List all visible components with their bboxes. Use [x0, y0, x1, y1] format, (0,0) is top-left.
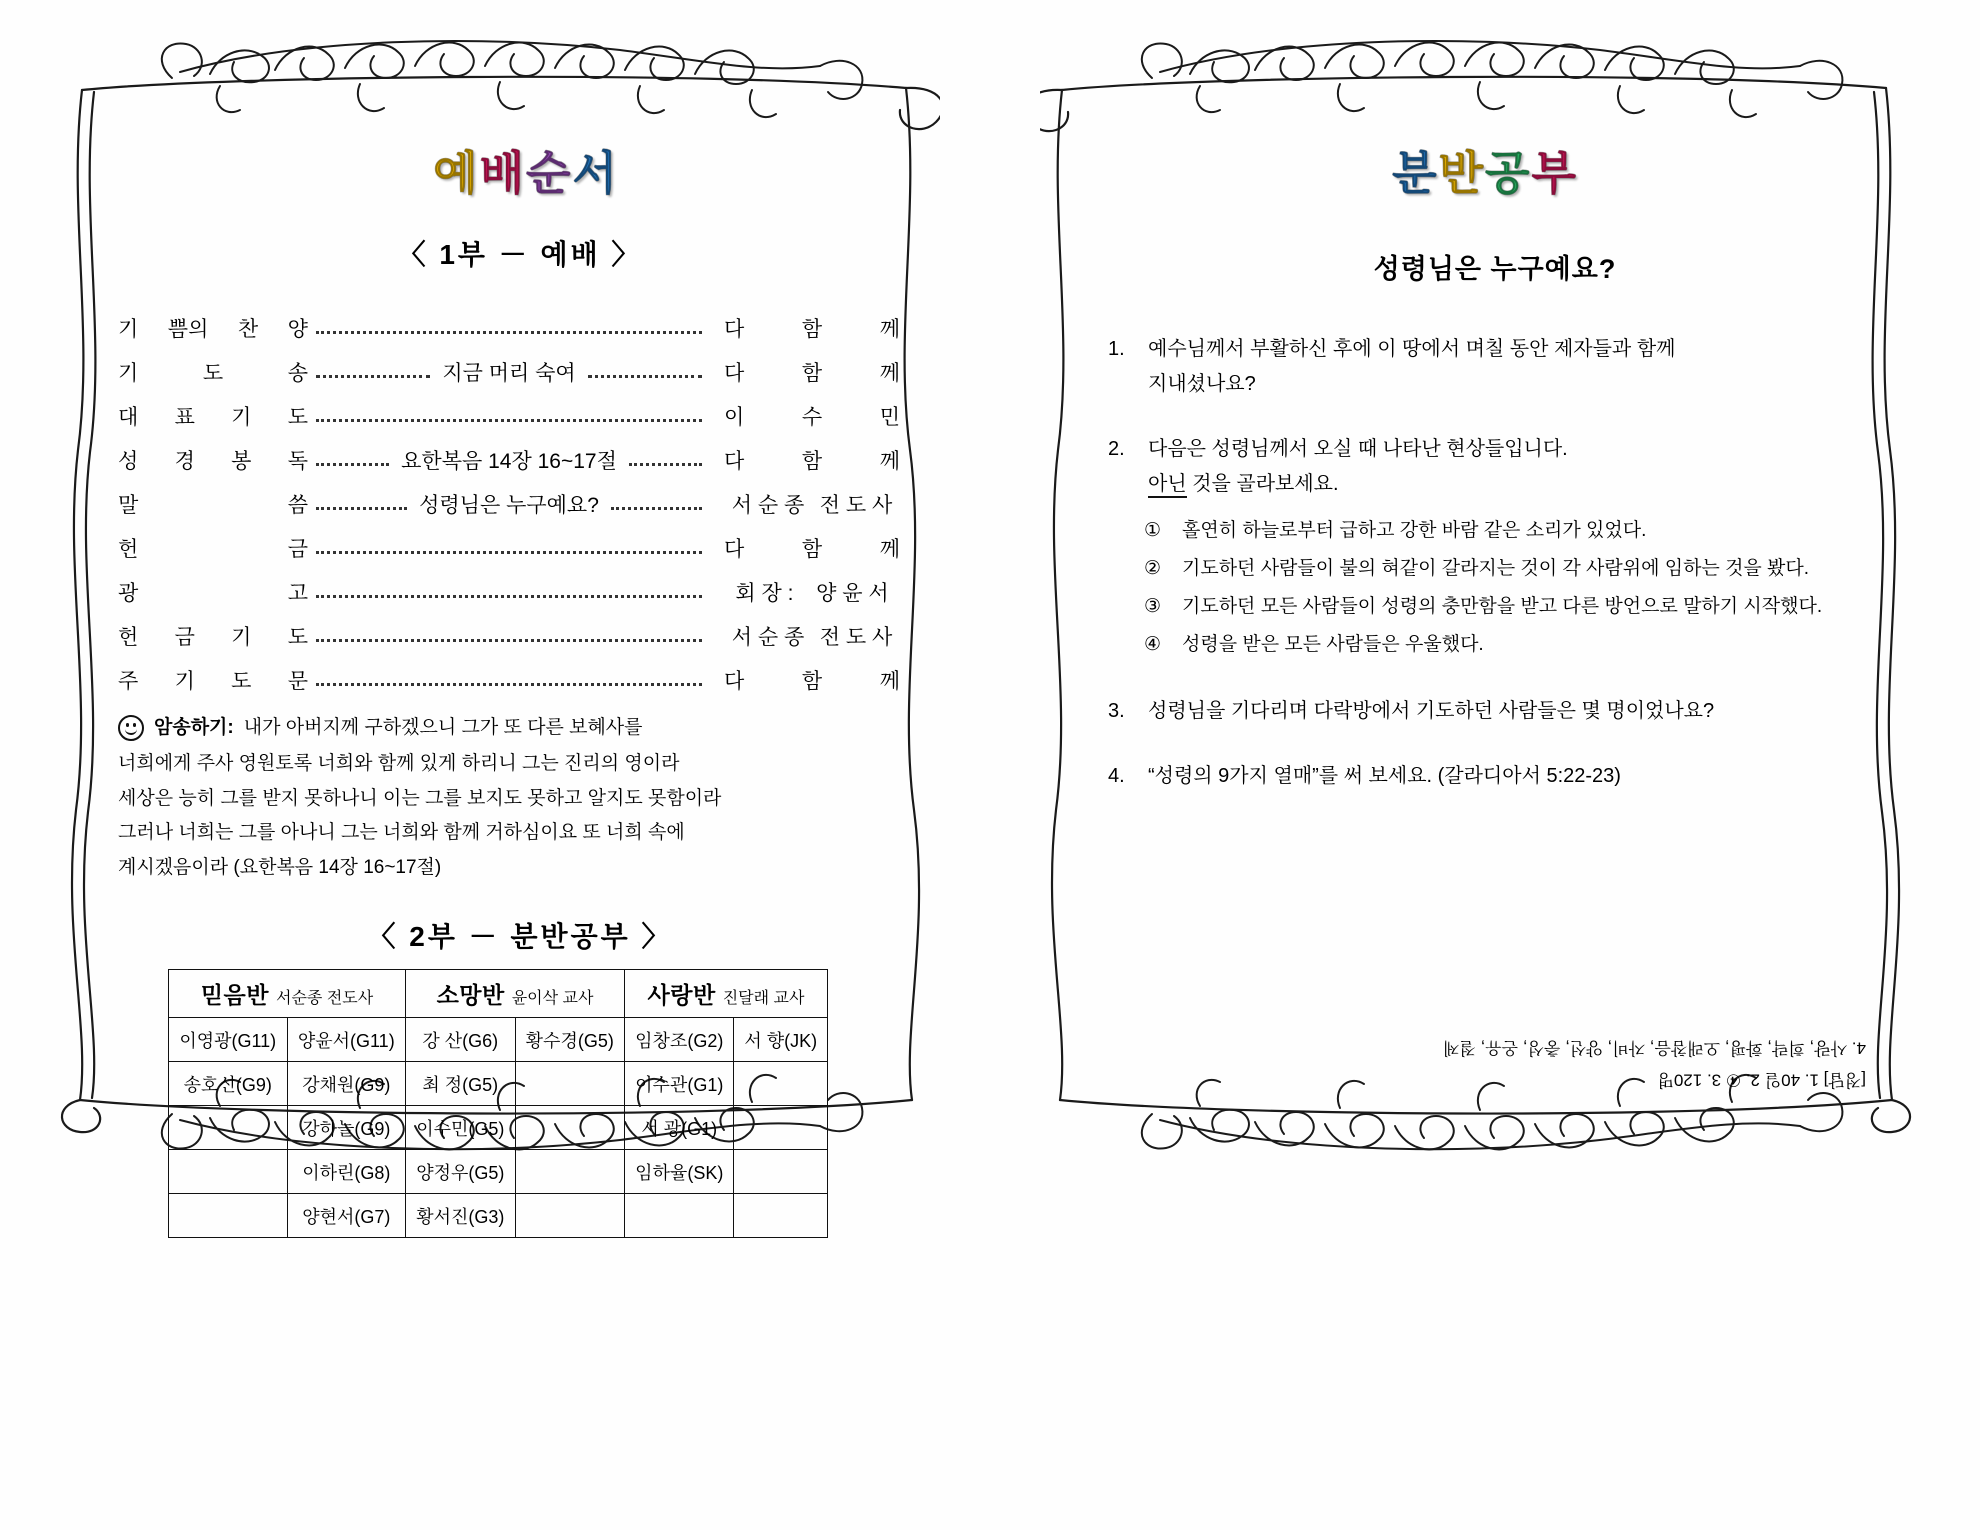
student-name-cell: [169, 1150, 288, 1194]
section-heading-worship: 〈 1부 － 예배 〉: [397, 238, 643, 270]
student-name-cell: 강 산(G6): [406, 1018, 515, 1062]
order-item-title: 헌 금: [118, 537, 308, 561]
order-item-title: 성 경 봉 독: [118, 449, 308, 473]
order-of-service-row: [118, 475, 900, 519]
student-name-cell: [169, 1194, 288, 1238]
choice-text: 성령을 받은 모든 사람들은 우울했다.: [1182, 633, 1484, 655]
choice-text: 기도하던 사람들이 불의 혀같이 갈라지는 것이 각 사람위에 임하는 것을 봤다.: [1182, 557, 1810, 579]
table-row: [169, 1018, 828, 1062]
choice-item[interactable]: [1144, 588, 1880, 626]
memory-verse-label: 암송하기:: [154, 716, 234, 738]
question-text: 성령님을 기다리며 다락방에서 기도하던 사람들은 몇 명이었나요?: [1148, 699, 1715, 722]
student-name-cell: 서 향(JK): [734, 1018, 828, 1062]
title-char: 서: [572, 147, 619, 199]
choice-number: ④: [1144, 633, 1162, 655]
question-text-continued: [1148, 467, 1880, 502]
choice-number: ①: [1144, 519, 1162, 541]
question-text: “성령의 9가지 열매”를 써 보세요. (갈라디아서 5:22-23): [1148, 764, 1621, 787]
dot-leader: [316, 375, 430, 378]
choice-text: 홀연히 하늘로부터 급하고 강한 바람 같은 소리가 있었다.: [1182, 519, 1647, 541]
order-item-title: 주 기 도 문: [118, 669, 308, 693]
question-item: [1108, 694, 1880, 729]
question-number: 2.: [1108, 437, 1125, 460]
memory-verse-block: [118, 711, 900, 886]
order-item-person: 서 순 종 전 도 사: [731, 625, 893, 649]
title-char: 순: [526, 147, 573, 199]
class-roster-table: [168, 969, 828, 1238]
question-text-continued: 지내셨나요?: [1148, 372, 1256, 395]
student-name-cell: 양윤서(G11): [287, 1018, 406, 1062]
student-name-cell: 서 광(G1): [625, 1106, 734, 1150]
order-item-title: 광 고: [118, 581, 308, 605]
memory-verse-line-4: 그러나 너희는 그를 아나니 그는 너희와 함께 거하심이요 또 너희 속에: [118, 822, 685, 844]
order-item-title: 기 도 송: [118, 361, 308, 385]
order-item-title: 헌 금 기 도: [118, 625, 308, 649]
class-header-cell: [406, 970, 625, 1018]
order-item-title: 기 쁨의 찬 양: [118, 317, 308, 341]
order-item-person: 이 수 민: [724, 405, 900, 429]
smiley-face-icon: [118, 715, 144, 741]
order-of-service-row: [118, 299, 900, 343]
order-item-person: 다 함 께: [724, 361, 900, 385]
dot-leader: [588, 375, 702, 378]
class-header-cell: [625, 970, 828, 1018]
dot-leader: [316, 419, 702, 422]
order-item-person: 다 함 께: [724, 317, 900, 341]
question-item: [1108, 432, 1880, 664]
question-text: 다음은 성령님께서 오실 때 나타난 현상들입니다.: [1148, 437, 1568, 460]
student-name-cell: [625, 1194, 734, 1238]
right-scroll-panel: [1040, 30, 1920, 1160]
dot-leader: [316, 507, 407, 510]
order-of-service-row: [118, 519, 900, 563]
student-name-cell: 이수관(G1): [625, 1062, 734, 1106]
class-name: 믿음반: [200, 982, 269, 1009]
title-char: 반: [1438, 147, 1485, 199]
order-item-person: 회 장 : 양 윤 서: [735, 581, 889, 605]
student-name-cell: [515, 1150, 624, 1194]
question-number: 4.: [1108, 764, 1125, 787]
class-teacher: 윤이삭 교사: [511, 990, 594, 1008]
order-item-person: 서 순 종 전 도 사: [731, 493, 893, 517]
lesson-title: 성령님은 누구예요?: [1373, 253, 1617, 284]
question-item: [1108, 332, 1880, 402]
order-of-service-row: [118, 607, 900, 651]
order-of-service-row: [118, 387, 900, 431]
student-name-cell: 양현서(G7): [287, 1194, 406, 1238]
dot-leader: [316, 595, 702, 598]
table-row: [169, 1194, 828, 1238]
answer-key-note: [1176, 1031, 1866, 1096]
dot-leader: [316, 683, 702, 686]
choice-number: ③: [1144, 595, 1162, 617]
order-of-service-row: [118, 651, 900, 695]
student-name-cell: [734, 1062, 828, 1106]
student-name-cell: 이영광(G11): [169, 1018, 288, 1062]
student-name-cell: 황서진(G3): [406, 1194, 515, 1238]
student-name-cell: 최 정(G5): [406, 1062, 515, 1106]
order-of-service-row: [118, 431, 900, 475]
class-teacher: 서순종 전도사: [276, 990, 374, 1008]
student-name-cell: 이수민(G5): [406, 1106, 515, 1150]
student-name-cell: 황수경(G5): [515, 1018, 624, 1062]
student-name-cell: 강채원(G9): [287, 1062, 406, 1106]
order-item-note: 요한복음 14장 16~17절: [401, 449, 617, 473]
memory-verse-line-3: 세상은 능히 그를 받지 못하나니 이는 그를 보지도 못하고 알지도 못함이라: [118, 787, 722, 809]
question-text-rest: 것을 골라보세요.: [1186, 472, 1339, 495]
student-name-cell: 임창조(G2): [625, 1018, 734, 1062]
order-of-service-row: [118, 343, 900, 387]
student-name-cell: 임하율(SK): [625, 1150, 734, 1194]
left-scroll-content: [100, 110, 900, 1227]
order-item-title: 말 씀: [118, 493, 308, 517]
choice-item[interactable]: [1144, 626, 1880, 664]
answer-key-line-1: [정답] 1. 40일 2. ④ 3. 120명: [1657, 1071, 1866, 1090]
class-header-cell: [169, 970, 406, 1018]
dot-leader: [611, 507, 702, 510]
table-row: [169, 1150, 828, 1194]
title-char: 부: [1531, 147, 1578, 199]
order-item-person: 다 함 께: [724, 537, 900, 561]
class-teacher: 진달래 교사: [722, 990, 805, 1008]
left-scroll-panel: [60, 30, 940, 1227]
student-name-cell: [734, 1106, 828, 1150]
title-char: 배: [479, 147, 526, 199]
question-list: [1108, 332, 1880, 794]
right-scroll-content: [1080, 110, 1880, 1120]
order-item-title: 대 표 기 도: [118, 405, 308, 429]
student-name-cell: [515, 1194, 624, 1238]
right-page-title: [1090, 148, 1880, 199]
student-name-cell: [515, 1106, 624, 1150]
question-number: 3.: [1108, 699, 1125, 722]
question-text: 예수님께서 부활하신 후에 이 땅에서 며칠 동안 제자들과 함께: [1148, 337, 1676, 360]
student-name-cell: 양정우(G5): [406, 1150, 515, 1194]
dot-leader: [316, 639, 702, 642]
choice-item[interactable]: [1144, 550, 1880, 588]
left-page-title: [152, 148, 900, 199]
class-name: 소망반: [436, 982, 505, 1009]
section-heading-class-study: 〈 2부 － 분반공부 〉: [367, 921, 673, 953]
class-table-header-row: [169, 970, 828, 1018]
order-of-service-row: [118, 563, 900, 607]
order-item-person: 다 함 께: [724, 449, 900, 473]
student-name-cell: [734, 1150, 828, 1194]
order-item-note: 지금 머리 숙여: [442, 361, 576, 385]
class-name: 사랑반: [647, 982, 716, 1009]
question-item: [1108, 759, 1880, 794]
title-char: 공: [1485, 147, 1532, 199]
choice-list: [1144, 512, 1880, 664]
dot-leader: [316, 331, 702, 334]
dot-leader: [316, 463, 389, 466]
memory-verse-line-5: 계시겠음이라 (요한복음 14장 16~17절): [118, 856, 442, 878]
choice-item[interactable]: [1144, 512, 1880, 550]
question-number: 1.: [1108, 337, 1125, 360]
student-name-cell: [169, 1106, 288, 1150]
order-item-person: 다 함 께: [724, 669, 900, 693]
title-char: 분: [1392, 147, 1439, 199]
title-char: 예: [433, 147, 480, 199]
underlined-keyword: 아닌: [1148, 473, 1187, 498]
student-name-cell: [515, 1062, 624, 1106]
dot-leader: [629, 463, 702, 466]
memory-verse-line-2: 너희에게 주사 영원토록 너희와 함께 있게 하리니 그는 진리의 영이라: [118, 753, 680, 775]
student-name-cell: 강하늘(G9): [287, 1106, 406, 1150]
student-name-cell: 이하린(G8): [287, 1150, 406, 1194]
order-item-note: 성령님은 누구예요?: [419, 493, 599, 517]
table-row: [169, 1106, 828, 1150]
table-row: [169, 1062, 828, 1106]
choice-text: 기도하던 모든 사람들이 성령의 충만함을 받고 다른 방언으로 말하기 시작했다.: [1182, 595, 1823, 617]
answer-key-line-2: 4. 사랑, 희락, 화평, 오래참음, 자비, 양선, 충성, 온유, 절제: [1443, 1038, 1866, 1058]
order-of-service-list: [118, 299, 900, 695]
choice-number: ②: [1144, 557, 1162, 579]
student-name-cell: 송호신(G9): [169, 1062, 288, 1106]
dot-leader: [316, 551, 702, 554]
student-name-cell: [734, 1194, 828, 1238]
memory-verse-line-1: 내가 아버지께 구하겠으니 그가 또 다른 보혜사를: [243, 716, 643, 738]
